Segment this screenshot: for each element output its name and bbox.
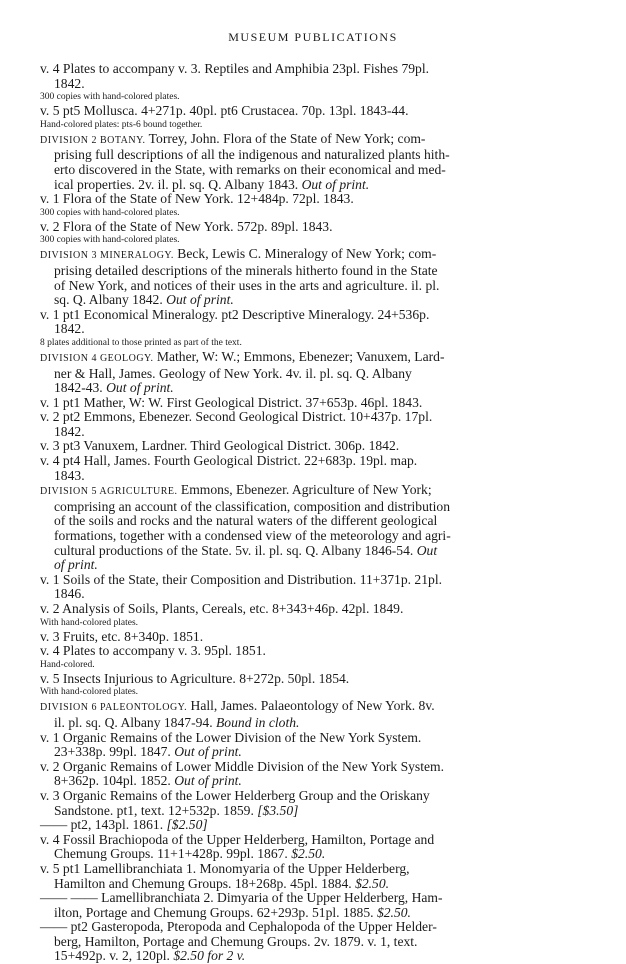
italic-text: [$2.50] xyxy=(166,817,208,833)
text-line xyxy=(40,247,588,264)
italic-text: Out xyxy=(416,542,438,558)
text-line xyxy=(40,163,588,178)
text-line xyxy=(40,760,588,775)
text-line xyxy=(40,862,588,877)
text-span: ical properties. 2v. il. pl. sq. Q. Albany 1843. xyxy=(54,176,302,192)
division-heading: DIVISION 2 BOTANY. xyxy=(40,134,146,146)
italic-text: Out of print. xyxy=(166,292,234,308)
text-span: —— —— Lamellibranchiata 2. Dimyaria of the Upper Helderberg, Ham- xyxy=(40,890,443,906)
text-span: 1842. xyxy=(54,423,85,439)
text-line xyxy=(40,469,588,484)
text-line xyxy=(40,220,588,235)
text-line xyxy=(40,573,588,588)
text-line xyxy=(40,500,588,515)
text-span: —— pt2 Gasteropoda, Pteropoda and Cephalopoda of the Upper Helder- xyxy=(40,919,437,935)
text-line xyxy=(40,104,588,119)
text-span: v. 2 Flora of the State of New York. 572p. 89pl. 1843. xyxy=(40,218,333,234)
text-line xyxy=(40,699,588,716)
document-body xyxy=(40,62,588,964)
text-line xyxy=(40,544,588,559)
text-span: 300 copies with hand-colored plates. xyxy=(40,207,180,218)
text-span: berg, Hamilton, Portage and Chemung Groups. 2v. 1879. v. 1, text. xyxy=(54,933,418,949)
text-line xyxy=(40,877,588,892)
text-span: v. 4 Plates to accompany v. 3. Reptiles and Amphibia 23pl. Fishes 79pl. xyxy=(40,61,430,76)
text-span: v. 1 pt1 Mather, W: W. First Geological District. 37+653p. 46pl. 1843. xyxy=(40,394,423,410)
text-line xyxy=(40,381,588,396)
text-line xyxy=(40,410,588,425)
text-span: Hand-colored. xyxy=(40,659,95,670)
division-heading: DIVISION 5 AGRICULTURE. xyxy=(40,486,178,498)
text-span: Emmons, Ebenezer. Agriculture of New York; xyxy=(177,482,432,498)
text-span: v. 1 Organic Remains of the Lower Division of the New York System. xyxy=(40,729,422,745)
text-span: cultural productions of the State. 5v. il. pl. sq. Q. Albany 1846-54. xyxy=(54,542,417,558)
text-span: Hamilton and Chemung Groups. 18+268p. 45pl. 1884. xyxy=(54,875,356,891)
text-line xyxy=(40,279,588,294)
text-line xyxy=(40,396,588,411)
text-line xyxy=(40,935,588,950)
text-line xyxy=(40,439,588,454)
page-header: MUSEUM PUBLICATIONS xyxy=(228,30,398,44)
text-span: —— pt2, 143pl. 1861. xyxy=(40,817,167,833)
text-span: prising detailed descriptions of the minerals hitherto found in the State xyxy=(54,262,438,278)
text-line xyxy=(40,192,588,207)
text-span: v. 4 Fossil Brachiopoda of the Upper Helderberg, Hamilton, Portage and xyxy=(40,831,435,847)
text-line xyxy=(40,454,588,469)
text-span: v. 1 Flora of the State of New York. 12+484p. 72pl. 1843. xyxy=(40,191,354,207)
text-span: With hand-colored plates. xyxy=(40,687,139,698)
text-line xyxy=(40,322,588,337)
text-line xyxy=(40,514,588,529)
text-span: v. 5 pt1 Lamellibranchiata 1. Monomyaria of the Upper Helderberg, xyxy=(40,860,410,876)
text-line xyxy=(40,630,588,645)
text-line xyxy=(40,178,588,193)
text-span: Beck, Lewis C. Mineralogy of New York; com- xyxy=(173,246,437,262)
text-span: Hall, James. Palaeontology of New York. 8v. xyxy=(187,698,435,714)
text-span: formations, together with a condensed view of the meteorology and agri- xyxy=(54,528,451,544)
text-span: 1846. xyxy=(54,586,85,602)
text-line xyxy=(40,558,588,573)
text-line xyxy=(40,77,588,92)
text-span: 15+492p. v. 2, 120pl. xyxy=(54,948,174,964)
text-span: 1842. xyxy=(54,75,85,91)
text-line xyxy=(40,672,588,687)
text-span: v. 1 pt1 Economical Mineralogy. pt2 Descriptive Mineralogy. 24+536p. xyxy=(40,306,430,322)
text-line xyxy=(40,148,588,163)
italic-text: $2.50 for 2 v. xyxy=(173,948,246,964)
text-span: Chemung Groups. 11+1+428p. 99pl. 1867. xyxy=(54,846,292,862)
text-span: v. 1 Soils of the State, their Composition and Distribution. 11+371p. 21pl. xyxy=(40,571,442,587)
italic-text: Bound in cloth. xyxy=(216,714,300,730)
text-span: ilton, Portage and Chemung Groups. 62+293p. 51pl. 1885. xyxy=(54,904,377,920)
division-heading: DIVISION 3 MINERALOGY. xyxy=(40,250,174,262)
text-line xyxy=(40,62,588,77)
text-line xyxy=(40,644,588,659)
text-span: of the soils and rocks and the natural waters of the different geological xyxy=(54,513,438,529)
text-span: erto discovered in the State, with remarks on their economical and med- xyxy=(54,161,446,177)
text-span: v. 3 Organic Remains of the Lower Helderberg Group and the Oriskany xyxy=(40,787,430,803)
text-span: With hand-colored plates. xyxy=(40,617,139,628)
text-line xyxy=(40,425,588,440)
text-line xyxy=(40,293,588,308)
text-span: sq. Q. Albany 1842. xyxy=(54,292,167,308)
text-span: Torrey, John. Flora of the State of New York; com- xyxy=(145,130,426,146)
text-span: v. 4 Plates to accompany v. 3. 95pl. 1851. xyxy=(40,643,266,659)
italic-text: [$3.50] xyxy=(257,802,299,818)
text-line xyxy=(40,906,588,921)
italic-text: Out of print. xyxy=(106,380,174,396)
text-span: v. 4 pt4 Hall, James. Fourth Geological District. 22+683p. 19pl. map. xyxy=(40,453,418,469)
text-line xyxy=(40,731,588,746)
text-span: of New York, and notices of their uses in the arts and agriculture. il. pl. xyxy=(54,277,440,293)
italic-text: of print. xyxy=(54,557,98,573)
text-line xyxy=(40,716,588,731)
text-span: v. 2 Organic Remains of Lower Middle Division of the New York System. xyxy=(40,758,444,774)
text-line xyxy=(40,529,588,544)
text-span: il. pl. sq. Q. Albany 1847-94. xyxy=(54,714,216,730)
italic-text: Out of print. xyxy=(174,773,242,789)
text-span: v. 5 pt5 Mollusca. 4+271p. 40pl. pt6 Crustacea. 70p. 13pl. 1843-44. xyxy=(40,103,409,119)
text-span: Mather, W: W.; Emmons, Ebenezer; Vanuxem, Lard- xyxy=(153,348,445,364)
text-span: 1842-43. xyxy=(54,380,107,396)
text-span: Sandstone. pt1, text. 12+532p. 1859. xyxy=(54,802,258,818)
text-line xyxy=(40,833,588,848)
division-heading: DIVISION 6 PALEONTOLOGY. xyxy=(40,702,188,714)
text-span: 300 copies with hand-colored plates. xyxy=(40,235,180,246)
text-span: 1843. xyxy=(54,467,85,483)
text-line xyxy=(40,804,588,819)
text-span: comprising an account of the classification, composition and distribution xyxy=(54,498,451,514)
text-span: 8+362p. 104pl. 1852. xyxy=(54,773,175,789)
text-span: Hand-colored plates: pts-6 bound together. xyxy=(40,119,203,130)
text-line xyxy=(40,789,588,804)
text-line xyxy=(40,602,588,617)
text-line xyxy=(40,350,588,367)
text-line xyxy=(40,587,588,602)
text-span: 23+338p. 99pl. 1847. xyxy=(54,744,175,760)
text-span: ner & Hall, James. Geology of New York. 4v. il. pl. sq. Q. Albany xyxy=(54,365,412,381)
text-span: prising full descriptions of all the indigenous and naturalized plants hith- xyxy=(54,147,450,163)
italic-text: Out of print. xyxy=(301,176,370,192)
text-line xyxy=(40,818,588,833)
text-line xyxy=(40,847,588,862)
text-line xyxy=(40,483,588,500)
text-line xyxy=(40,745,588,760)
italic-text: Out of print. xyxy=(174,744,242,760)
text-span: v. 3 pt3 Vanuxem, Lardner. Third Geological District. 306p. 1842. xyxy=(40,438,400,454)
text-line xyxy=(40,774,588,789)
text-line xyxy=(40,920,588,935)
italic-text: $2.50. xyxy=(291,846,326,862)
text-span: v. 3 Fruits, etc. 8+340p. 1851. xyxy=(40,628,204,644)
text-line xyxy=(40,308,588,323)
text-span: v. 2 Analysis of Soils, Plants, Cereals, etc. 8+343+46p. 42pl. 1849. xyxy=(40,601,404,616)
text-line xyxy=(40,367,588,382)
text-span: 8 plates additional to those printed as part of the text. xyxy=(40,337,242,348)
text-span: v. 5 Insects Injurious to Agriculture. 8+272p. 50pl. 1854. xyxy=(40,670,350,686)
text-span: 300 copies with hand-colored plates. xyxy=(40,92,180,103)
italic-text: $2.50. xyxy=(355,875,390,891)
italic-text: $2.50. xyxy=(376,904,411,920)
text-line xyxy=(40,264,588,279)
text-line xyxy=(40,891,588,906)
text-span: 1842. xyxy=(54,321,85,337)
text-span: v. 2 pt2 Emmons, Ebenezer. Second Geological District. 10+437p. 17pl. xyxy=(40,409,433,425)
division-heading: DIVISION 4 GEOLOGY. xyxy=(40,352,154,364)
text-line xyxy=(40,132,588,149)
